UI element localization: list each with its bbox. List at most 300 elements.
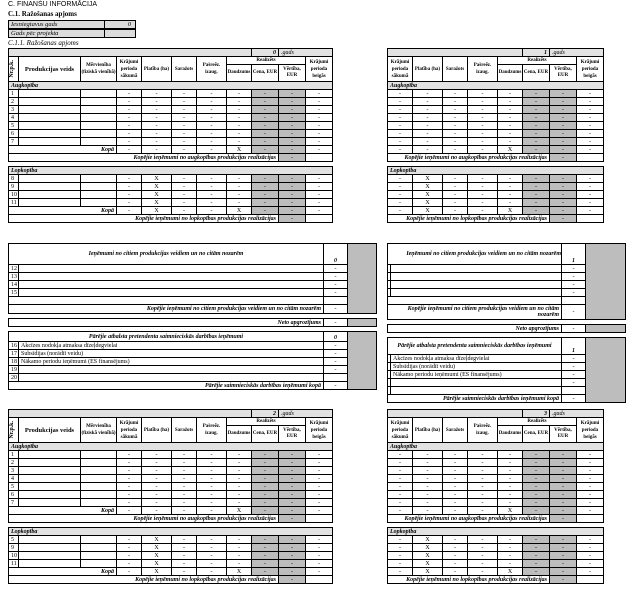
- unit-cell[interactable]: [81, 106, 117, 114]
- own-use-cell[interactable]: -: [197, 544, 227, 552]
- yield-cell[interactable]: -: [172, 106, 197, 114]
- qty-cell[interactable]: -: [227, 544, 252, 552]
- stock-end-cell[interactable]: -: [306, 483, 333, 491]
- other-item-cell[interactable]: [391, 281, 562, 289]
- unit-cell[interactable]: [81, 552, 117, 560]
- own-use-cell[interactable]: -: [468, 90, 498, 98]
- own-use-cell[interactable]: -: [197, 552, 227, 560]
- stock-start-cell[interactable]: -: [117, 536, 142, 544]
- area-cell[interactable]: X: [413, 199, 443, 207]
- other-value-cell[interactable]: -: [562, 273, 586, 281]
- stock-end-cell[interactable]: -: [577, 90, 604, 98]
- qty-cell[interactable]: -: [227, 130, 252, 138]
- stock-start-cell[interactable]: -: [117, 138, 142, 146]
- other-item-cell[interactable]: [391, 265, 562, 273]
- area-cell[interactable]: -: [413, 106, 443, 114]
- stock-end-cell[interactable]: -: [306, 90, 333, 98]
- unit-cell[interactable]: [81, 544, 117, 552]
- qty-cell[interactable]: -: [498, 122, 523, 130]
- yield-cell[interactable]: -: [172, 175, 197, 183]
- stock-start-cell[interactable]: -: [388, 106, 413, 114]
- stock-end-cell[interactable]: -: [306, 191, 333, 199]
- area-cell[interactable]: -: [413, 459, 443, 467]
- stock-start-cell[interactable]: -: [388, 114, 413, 122]
- unit-cell[interactable]: [81, 175, 117, 183]
- own-use-cell[interactable]: -: [468, 560, 498, 568]
- yield-cell[interactable]: -: [443, 106, 468, 114]
- yield-cell[interactable]: -: [172, 483, 197, 491]
- yield-cell[interactable]: -: [443, 199, 468, 207]
- qty-cell[interactable]: -: [498, 175, 523, 183]
- area-cell[interactable]: -: [142, 122, 172, 130]
- stock-end-cell[interactable]: -: [577, 459, 604, 467]
- own-use-cell[interactable]: -: [468, 114, 498, 122]
- stock-end-cell[interactable]: -: [577, 175, 604, 183]
- yield-cell[interactable]: -: [172, 90, 197, 98]
- qty-cell[interactable]: -: [498, 114, 523, 122]
- own-use-cell[interactable]: -: [468, 191, 498, 199]
- area-cell[interactable]: X: [413, 175, 443, 183]
- stock-end-cell[interactable]: -: [577, 106, 604, 114]
- yield-cell[interactable]: -: [443, 191, 468, 199]
- stock-end-cell[interactable]: -: [306, 536, 333, 544]
- stock-end-cell[interactable]: -: [306, 175, 333, 183]
- area-cell[interactable]: -: [413, 491, 443, 499]
- yield-cell[interactable]: -: [443, 467, 468, 475]
- area-cell[interactable]: -: [413, 467, 443, 475]
- stock-start-cell[interactable]: -: [388, 451, 413, 459]
- stock-end-cell[interactable]: -: [306, 114, 333, 122]
- qty-cell[interactable]: -: [227, 552, 252, 560]
- own-use-cell[interactable]: -: [197, 536, 227, 544]
- qty-cell[interactable]: -: [498, 475, 523, 483]
- own-use-cell[interactable]: -: [468, 459, 498, 467]
- other-item-cell[interactable]: [391, 289, 562, 297]
- yield-cell[interactable]: -: [443, 483, 468, 491]
- own-use-cell[interactable]: -: [197, 183, 227, 191]
- qty-cell[interactable]: -: [498, 451, 523, 459]
- area-cell[interactable]: X: [413, 183, 443, 191]
- area-cell[interactable]: -: [413, 451, 443, 459]
- other-value-cell[interactable]: -: [324, 281, 348, 289]
- qty-cell[interactable]: -: [498, 98, 523, 106]
- yield-cell[interactable]: -: [172, 499, 197, 507]
- qty-cell[interactable]: -: [498, 491, 523, 499]
- own-use-cell[interactable]: -: [197, 199, 227, 207]
- qty-cell[interactable]: -: [227, 114, 252, 122]
- stock-start-cell[interactable]: -: [388, 560, 413, 568]
- stock-start-cell[interactable]: -: [388, 483, 413, 491]
- own-use-cell[interactable]: -: [468, 544, 498, 552]
- support-value-cell[interactable]: -: [562, 379, 586, 387]
- product-cell[interactable]: [19, 499, 81, 507]
- stock-start-cell[interactable]: -: [117, 122, 142, 130]
- product-cell[interactable]: [19, 183, 81, 191]
- area-cell[interactable]: X: [413, 552, 443, 560]
- unit-cell[interactable]: [81, 491, 117, 499]
- stock-end-cell[interactable]: -: [577, 122, 604, 130]
- own-use-cell[interactable]: -: [468, 475, 498, 483]
- stock-start-cell[interactable]: -: [117, 552, 142, 560]
- unit-cell[interactable]: [81, 483, 117, 491]
- yield-cell[interactable]: -: [172, 183, 197, 191]
- product-cell[interactable]: [19, 138, 81, 146]
- area-cell[interactable]: -: [413, 90, 443, 98]
- stock-end-cell[interactable]: -: [306, 130, 333, 138]
- other-value-cell[interactable]: -: [324, 289, 348, 297]
- yield-cell[interactable]: -: [443, 114, 468, 122]
- yield-cell[interactable]: -: [172, 560, 197, 568]
- yield-cell[interactable]: -: [443, 552, 468, 560]
- product-cell[interactable]: [19, 475, 81, 483]
- qty-cell[interactable]: -: [498, 130, 523, 138]
- other-item-cell[interactable]: [19, 273, 324, 281]
- stock-end-cell[interactable]: -: [306, 183, 333, 191]
- support-value-cell[interactable]: -: [324, 358, 348, 366]
- stock-end-cell[interactable]: -: [306, 451, 333, 459]
- stock-end-cell[interactable]: -: [577, 130, 604, 138]
- product-cell[interactable]: [19, 130, 81, 138]
- qty-cell[interactable]: -: [227, 90, 252, 98]
- stock-start-cell[interactable]: -: [117, 175, 142, 183]
- stock-end-cell[interactable]: -: [306, 499, 333, 507]
- other-item-cell[interactable]: [19, 281, 324, 289]
- own-use-cell[interactable]: -: [468, 138, 498, 146]
- yield-cell[interactable]: -: [443, 560, 468, 568]
- stock-start-cell[interactable]: -: [117, 475, 142, 483]
- stock-start-cell[interactable]: -: [388, 138, 413, 146]
- stock-start-cell[interactable]: -: [117, 191, 142, 199]
- product-cell[interactable]: [19, 191, 81, 199]
- product-cell[interactable]: [19, 560, 81, 568]
- other-value-cell[interactable]: -: [562, 281, 586, 289]
- own-use-cell[interactable]: -: [197, 459, 227, 467]
- stock-end-cell[interactable]: -: [306, 491, 333, 499]
- stock-end-cell[interactable]: -: [306, 459, 333, 467]
- yield-cell[interactable]: -: [443, 459, 468, 467]
- stock-start-cell[interactable]: -: [117, 499, 142, 507]
- stock-end-cell[interactable]: -: [306, 138, 333, 146]
- qty-cell[interactable]: -: [227, 175, 252, 183]
- qty-cell[interactable]: -: [498, 536, 523, 544]
- stock-start-cell[interactable]: -: [117, 106, 142, 114]
- other-value-cell[interactable]: -: [324, 265, 348, 273]
- unit-cell[interactable]: [81, 130, 117, 138]
- stock-end-cell[interactable]: -: [577, 138, 604, 146]
- other-item-cell[interactable]: [19, 289, 324, 297]
- own-use-cell[interactable]: -: [197, 122, 227, 130]
- stock-start-cell[interactable]: -: [117, 459, 142, 467]
- area-cell[interactable]: -: [142, 475, 172, 483]
- stock-end-cell[interactable]: -: [577, 98, 604, 106]
- stock-end-cell[interactable]: -: [577, 491, 604, 499]
- unit-cell[interactable]: [81, 467, 117, 475]
- stock-start-cell[interactable]: -: [388, 98, 413, 106]
- area-cell[interactable]: -: [413, 114, 443, 122]
- own-use-cell[interactable]: -: [197, 175, 227, 183]
- own-use-cell[interactable]: -: [197, 191, 227, 199]
- product-cell[interactable]: [19, 459, 81, 467]
- stock-start-cell[interactable]: -: [117, 483, 142, 491]
- area-cell[interactable]: X: [142, 544, 172, 552]
- product-cell[interactable]: [19, 199, 81, 207]
- product-cell[interactable]: [19, 552, 81, 560]
- own-use-cell[interactable]: -: [468, 483, 498, 491]
- stock-end-cell[interactable]: -: [577, 451, 604, 459]
- area-cell[interactable]: X: [413, 544, 443, 552]
- other-item-cell[interactable]: [391, 273, 562, 281]
- yield-cell[interactable]: -: [443, 451, 468, 459]
- stock-end-cell[interactable]: -: [306, 544, 333, 552]
- qty-cell[interactable]: -: [498, 138, 523, 146]
- own-use-cell[interactable]: -: [197, 106, 227, 114]
- stock-start-cell[interactable]: -: [117, 114, 142, 122]
- own-use-cell[interactable]: -: [468, 98, 498, 106]
- own-use-cell[interactable]: -: [197, 467, 227, 475]
- own-use-cell[interactable]: -: [468, 467, 498, 475]
- stock-end-cell[interactable]: -: [577, 191, 604, 199]
- qty-cell[interactable]: -: [498, 199, 523, 207]
- qty-cell[interactable]: -: [498, 183, 523, 191]
- stock-start-cell[interactable]: -: [117, 451, 142, 459]
- area-cell[interactable]: X: [142, 191, 172, 199]
- own-use-cell[interactable]: -: [197, 90, 227, 98]
- unit-cell[interactable]: [81, 451, 117, 459]
- unit-cell[interactable]: [81, 90, 117, 98]
- area-cell[interactable]: -: [142, 483, 172, 491]
- qty-cell[interactable]: -: [227, 499, 252, 507]
- unit-cell[interactable]: [81, 536, 117, 544]
- stock-start-cell[interactable]: -: [117, 90, 142, 98]
- own-use-cell[interactable]: -: [197, 475, 227, 483]
- own-use-cell[interactable]: -: [468, 536, 498, 544]
- own-use-cell[interactable]: -: [468, 199, 498, 207]
- own-use-cell[interactable]: -: [197, 560, 227, 568]
- other-value-cell[interactable]: -: [562, 265, 586, 273]
- stock-start-cell[interactable]: -: [117, 491, 142, 499]
- unit-cell[interactable]: [81, 98, 117, 106]
- qty-cell[interactable]: -: [498, 467, 523, 475]
- stock-start-cell[interactable]: -: [388, 475, 413, 483]
- stock-end-cell[interactable]: -: [306, 560, 333, 568]
- unit-cell[interactable]: [81, 560, 117, 568]
- yield-cell[interactable]: -: [172, 199, 197, 207]
- stock-end-cell[interactable]: -: [577, 467, 604, 475]
- unit-cell[interactable]: [81, 191, 117, 199]
- area-cell[interactable]: -: [142, 467, 172, 475]
- stock-start-cell[interactable]: -: [388, 552, 413, 560]
- qty-cell[interactable]: -: [227, 451, 252, 459]
- unit-cell[interactable]: [81, 475, 117, 483]
- yield-cell[interactable]: -: [172, 475, 197, 483]
- support-value-cell[interactable]: -: [324, 350, 348, 358]
- area-cell[interactable]: X: [142, 199, 172, 207]
- yield-cell[interactable]: -: [172, 98, 197, 106]
- yield-cell[interactable]: -: [172, 544, 197, 552]
- stock-start-cell[interactable]: -: [117, 560, 142, 568]
- support-value-cell[interactable]: [562, 387, 586, 395]
- area-cell[interactable]: X: [413, 191, 443, 199]
- stock-end-cell[interactable]: -: [577, 560, 604, 568]
- stock-end-cell[interactable]: -: [577, 199, 604, 207]
- qty-cell[interactable]: -: [227, 191, 252, 199]
- stock-start-cell[interactable]: -: [388, 499, 413, 507]
- other-value-cell[interactable]: -: [324, 273, 348, 281]
- support-value-cell[interactable]: -: [562, 355, 586, 363]
- stock-end-cell[interactable]: -: [306, 552, 333, 560]
- own-use-cell[interactable]: -: [197, 98, 227, 106]
- own-use-cell[interactable]: -: [468, 451, 498, 459]
- stock-end-cell[interactable]: -: [577, 544, 604, 552]
- qty-cell[interactable]: -: [498, 552, 523, 560]
- area-cell[interactable]: X: [142, 552, 172, 560]
- year-value[interactable]: 0: [127, 21, 131, 28]
- stock-end-cell[interactable]: -: [577, 475, 604, 483]
- own-use-cell[interactable]: -: [468, 183, 498, 191]
- own-use-cell[interactable]: -: [197, 491, 227, 499]
- stock-end-cell[interactable]: -: [577, 536, 604, 544]
- product-cell[interactable]: [19, 483, 81, 491]
- area-cell[interactable]: -: [142, 98, 172, 106]
- own-use-cell[interactable]: -: [468, 175, 498, 183]
- area-cell[interactable]: -: [142, 499, 172, 507]
- own-use-cell[interactable]: -: [468, 499, 498, 507]
- own-use-cell[interactable]: -: [468, 122, 498, 130]
- own-use-cell[interactable]: -: [197, 138, 227, 146]
- qty-cell[interactable]: -: [227, 459, 252, 467]
- qty-cell[interactable]: -: [227, 183, 252, 191]
- qty-cell[interactable]: -: [227, 560, 252, 568]
- yield-cell[interactable]: -: [443, 130, 468, 138]
- area-cell[interactable]: -: [413, 130, 443, 138]
- own-use-cell[interactable]: -: [197, 114, 227, 122]
- yield-cell[interactable]: -: [172, 191, 197, 199]
- stock-start-cell[interactable]: -: [388, 183, 413, 191]
- unit-cell[interactable]: [81, 199, 117, 207]
- yield-cell[interactable]: -: [443, 536, 468, 544]
- area-cell[interactable]: -: [413, 475, 443, 483]
- area-cell[interactable]: -: [142, 114, 172, 122]
- stock-start-cell[interactable]: -: [117, 467, 142, 475]
- qty-cell[interactable]: -: [227, 199, 252, 207]
- qty-cell[interactable]: -: [498, 560, 523, 568]
- product-cell[interactable]: [19, 114, 81, 122]
- yield-cell[interactable]: -: [443, 175, 468, 183]
- unit-cell[interactable]: [81, 114, 117, 122]
- own-use-cell[interactable]: -: [468, 552, 498, 560]
- yield-cell[interactable]: -: [443, 499, 468, 507]
- stock-end-cell[interactable]: -: [306, 467, 333, 475]
- area-cell[interactable]: -: [413, 98, 443, 106]
- product-cell[interactable]: [19, 544, 81, 552]
- yield-cell[interactable]: -: [172, 122, 197, 130]
- stock-start-cell[interactable]: -: [388, 544, 413, 552]
- area-cell[interactable]: X: [413, 536, 443, 544]
- yield-cell[interactable]: -: [443, 90, 468, 98]
- qty-cell[interactable]: -: [498, 191, 523, 199]
- qty-cell[interactable]: -: [227, 475, 252, 483]
- stock-start-cell[interactable]: -: [388, 459, 413, 467]
- area-cell[interactable]: -: [142, 106, 172, 114]
- qty-cell[interactable]: -: [227, 122, 252, 130]
- area-cell[interactable]: X: [413, 560, 443, 568]
- own-use-cell[interactable]: -: [197, 499, 227, 507]
- qty-cell[interactable]: -: [227, 536, 252, 544]
- product-cell[interactable]: [19, 98, 81, 106]
- area-cell[interactable]: X: [142, 536, 172, 544]
- product-cell[interactable]: [19, 90, 81, 98]
- qty-cell[interactable]: -: [498, 499, 523, 507]
- area-cell[interactable]: -: [413, 499, 443, 507]
- yield-cell[interactable]: -: [172, 552, 197, 560]
- yield-cell[interactable]: -: [172, 491, 197, 499]
- support-value-cell[interactable]: [324, 374, 348, 382]
- yield-cell[interactable]: -: [172, 114, 197, 122]
- stock-start-cell[interactable]: -: [388, 536, 413, 544]
- unit-cell[interactable]: [81, 138, 117, 146]
- stock-end-cell[interactable]: -: [306, 98, 333, 106]
- qty-cell[interactable]: -: [227, 467, 252, 475]
- area-cell[interactable]: -: [142, 90, 172, 98]
- stock-start-cell[interactable]: -: [117, 98, 142, 106]
- own-use-cell[interactable]: -: [197, 451, 227, 459]
- own-use-cell[interactable]: -: [468, 130, 498, 138]
- stock-start-cell[interactable]: -: [117, 199, 142, 207]
- stock-start-cell[interactable]: -: [388, 122, 413, 130]
- qty-cell[interactable]: -: [227, 483, 252, 491]
- area-cell[interactable]: -: [413, 483, 443, 491]
- qty-cell[interactable]: -: [227, 138, 252, 146]
- own-use-cell[interactable]: -: [468, 106, 498, 114]
- yield-cell[interactable]: -: [172, 138, 197, 146]
- product-cell[interactable]: [19, 451, 81, 459]
- yield-cell[interactable]: -: [443, 475, 468, 483]
- stock-start-cell[interactable]: -: [117, 544, 142, 552]
- yield-cell[interactable]: -: [443, 491, 468, 499]
- support-value-cell[interactable]: -: [324, 342, 348, 350]
- stock-start-cell[interactable]: -: [388, 467, 413, 475]
- area-cell[interactable]: X: [142, 560, 172, 568]
- own-use-cell[interactable]: -: [197, 130, 227, 138]
- area-cell[interactable]: -: [142, 130, 172, 138]
- unit-cell[interactable]: [81, 183, 117, 191]
- stock-end-cell[interactable]: -: [577, 183, 604, 191]
- stock-start-cell[interactable]: -: [388, 90, 413, 98]
- qty-cell[interactable]: -: [498, 483, 523, 491]
- area-cell[interactable]: -: [142, 491, 172, 499]
- yield-cell[interactable]: -: [172, 451, 197, 459]
- area-cell[interactable]: -: [142, 138, 172, 146]
- qty-cell[interactable]: -: [498, 544, 523, 552]
- area-cell[interactable]: -: [142, 459, 172, 467]
- stock-end-cell[interactable]: -: [306, 122, 333, 130]
- qty-cell[interactable]: -: [227, 106, 252, 114]
- yield-cell[interactable]: -: [443, 544, 468, 552]
- area-cell[interactable]: -: [413, 122, 443, 130]
- qty-cell[interactable]: -: [498, 459, 523, 467]
- stock-end-cell[interactable]: -: [577, 552, 604, 560]
- area-cell[interactable]: X: [142, 183, 172, 191]
- stock-end-cell[interactable]: -: [306, 475, 333, 483]
- qty-cell[interactable]: -: [227, 98, 252, 106]
- yield-cell[interactable]: -: [443, 138, 468, 146]
- product-cell[interactable]: [19, 122, 81, 130]
- product-cell[interactable]: [19, 175, 81, 183]
- yield-cell[interactable]: -: [172, 459, 197, 467]
- stock-end-cell[interactable]: -: [577, 114, 604, 122]
- yield-cell[interactable]: -: [172, 467, 197, 475]
- yield-cell[interactable]: -: [172, 130, 197, 138]
